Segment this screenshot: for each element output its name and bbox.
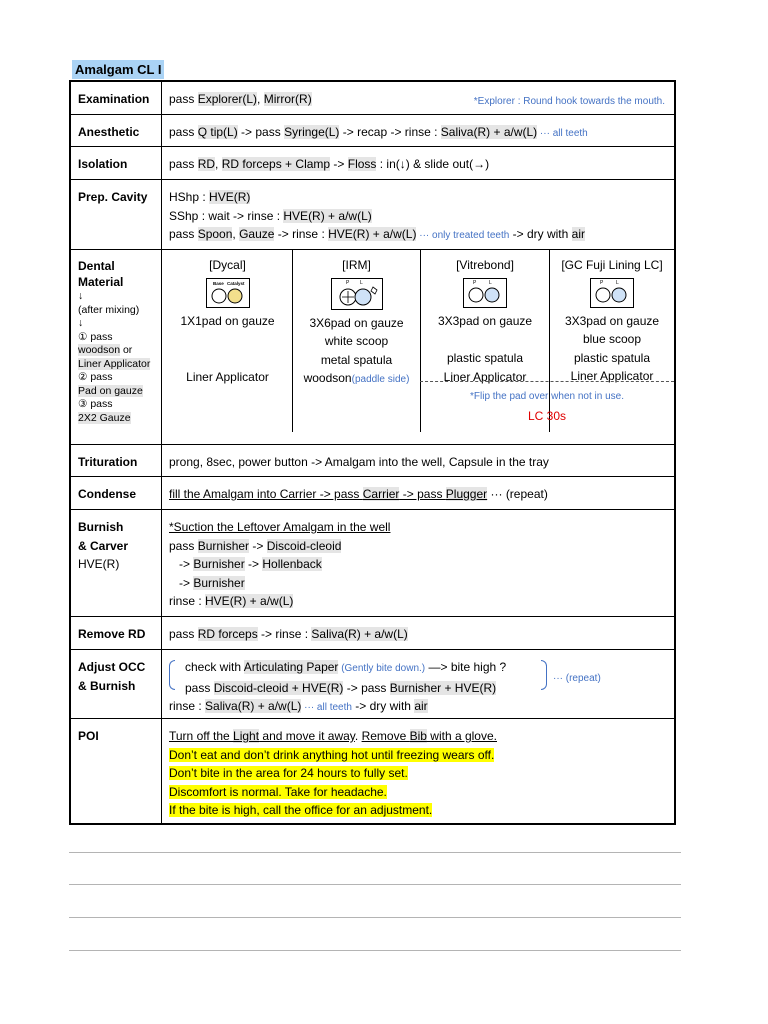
- repeat-note: ··· (repeat): [553, 673, 601, 684]
- row-label-prep-cavity: Prep. Cavity: [71, 180, 162, 249]
- text: ,: [215, 157, 222, 171]
- blank-line-4: [69, 950, 681, 951]
- pad-p-label: P: [473, 279, 477, 286]
- label-dental: Dental: [78, 259, 115, 273]
- instrument-mirror: Mirror(R): [263, 92, 312, 106]
- step-2: ② pass: [78, 371, 113, 383]
- text: ->: [244, 557, 263, 572]
- suction-note: *Suction the Leftover Amalgam in the well: [169, 520, 391, 534]
- label-adjust-occ: Adjust OCC: [78, 660, 146, 674]
- instrument-rd-forceps: RD forceps: [197, 627, 258, 641]
- row-label-dental-material: [71, 250, 162, 444]
- row-label-anesthetic: Anesthetic: [71, 115, 162, 146]
- air: air: [414, 699, 428, 714]
- row-content-trituration: prong, 8sec, power button -> Amalgam into the well, Capsule in the tray: [169, 455, 549, 469]
- row-label-isolation: Isolation: [71, 147, 162, 179]
- saliva-aw: Saliva(R) + a/w(L): [205, 699, 302, 714]
- poi-line-3: [169, 764, 674, 783]
- burnish-line-3: [169, 555, 674, 574]
- prep-line-2: [169, 207, 674, 226]
- row-anesthetic: [71, 114, 674, 146]
- text: Turn off the: [169, 729, 234, 743]
- text: fill the Amalgam into Carrier -> pass: [169, 487, 363, 501]
- step-1-item-2: [78, 358, 161, 372]
- pad-catalyst-label: Catalyst: [226, 280, 245, 286]
- dental-material-grid: [163, 250, 674, 444]
- text: ->: [169, 557, 194, 572]
- down-arrow-icon: ↓: [78, 317, 84, 329]
- flip-pad-note: *Flip the pad over when not in use.: [470, 391, 624, 402]
- row-label-trituration: Trituration: [71, 445, 162, 476]
- text: pass: [169, 125, 198, 139]
- material-dycal: [163, 250, 293, 432]
- step-3: ③ pass: [78, 398, 113, 410]
- material-tool: Liner Applicator: [443, 369, 527, 384]
- step-1: ① pass: [78, 330, 113, 343]
- instrument-carrier: Carrier: [362, 487, 400, 501]
- text: ··· (repeat): [487, 487, 548, 501]
- text: -> pass: [237, 125, 285, 139]
- instrument-gauze: Gauze: [239, 227, 275, 242]
- articulating-paper: Articulating Paper: [243, 660, 339, 674]
- turn-off-light: [169, 729, 355, 743]
- prep-line-1: [169, 188, 674, 207]
- row-content-burnish-carver: [163, 510, 674, 616]
- instrument-syringe: Syringe(L): [284, 125, 340, 139]
- text: pass: [169, 538, 198, 553]
- liner-applicator: Liner Applicator: [78, 357, 151, 370]
- anesthetic-note: ··· all teeth: [537, 128, 588, 139]
- row-label-burnish-carver: [71, 510, 162, 616]
- material-scoop: blue scoop: [582, 332, 642, 347]
- burnish-line-2: [169, 537, 674, 556]
- light-cure-time: LC 30s: [527, 408, 567, 423]
- pad-l-label: L: [489, 279, 492, 286]
- mixing-pad-icon: [331, 278, 383, 310]
- instrument-plugger: Plugger: [445, 487, 488, 501]
- row-isolation: [71, 146, 674, 179]
- tool-note: (paddle side): [351, 374, 410, 386]
- row-content-remove-rd: [163, 617, 674, 649]
- instrument-rd: RD: [197, 157, 216, 171]
- text: and move it away: [259, 729, 355, 743]
- right-brace: [541, 660, 547, 690]
- hve-aw: HVE(R) + a/w(L): [283, 208, 372, 223]
- instrument-explorer: Explorer(L): [197, 92, 258, 106]
- text: -> rinse :: [274, 227, 329, 242]
- step-1-item: [78, 344, 161, 358]
- label-carver: & Carver: [78, 538, 129, 553]
- discoid-cleoid-hve: Discoid-cleoid + HVE(R): [213, 680, 344, 695]
- text: Remove: [361, 729, 410, 743]
- row-label-remove-rd: Remove RD: [71, 617, 162, 649]
- material-pad: 3X3pad on gauze: [564, 313, 660, 328]
- bite-note: (Gently bite down.): [338, 663, 426, 674]
- row-adjust-occ: [71, 649, 674, 718]
- instrument-floss: Floss: [347, 157, 377, 171]
- material-pad: 1X1pad on gauze: [180, 313, 275, 328]
- pad-l-label: L: [616, 279, 619, 286]
- text: with a glove.: [426, 729, 497, 743]
- text: -> pass: [343, 680, 390, 695]
- condense-step: [169, 487, 487, 501]
- hve-aw: HVE(R) + a/w(L): [205, 594, 294, 609]
- instrument-burnisher: Burnisher: [193, 575, 245, 590]
- poi-line-5: [169, 801, 674, 820]
- air: air: [571, 227, 585, 242]
- adjust-line-3: [169, 697, 674, 718]
- row-content-anesthetic: [163, 115, 674, 146]
- label-hve: HVE(R): [78, 557, 120, 572]
- material-tool: Liner Applicator: [570, 369, 654, 384]
- blank-line-2: [69, 884, 681, 885]
- text: pass: [185, 680, 214, 695]
- bib: Bib: [409, 729, 427, 743]
- pad-l-label: L: [359, 279, 363, 286]
- row-content-isolation: [163, 147, 674, 179]
- prep-note: ··· only treated teeth: [416, 230, 510, 242]
- poi-line-1: [169, 727, 674, 746]
- blank-line-3: [69, 917, 681, 918]
- mixing-pad-icon: [590, 278, 634, 308]
- burnish-line-4: [169, 574, 674, 593]
- row-content-poi: [163, 719, 674, 825]
- text: -> pass: [399, 487, 446, 501]
- row-remove-rd: [71, 616, 674, 649]
- text: ,: [232, 227, 240, 242]
- text: .: [354, 729, 362, 743]
- text: pass: [169, 227, 198, 242]
- text: ->: [169, 575, 194, 590]
- material-name: [IRM]: [342, 258, 371, 272]
- material-name: [Dycal]: [209, 258, 246, 272]
- text: rinse :: [169, 594, 206, 609]
- material-irm: [293, 250, 421, 432]
- down-arrow-icon: ↓: [78, 290, 84, 302]
- text: HShp :: [169, 190, 210, 204]
- light: Light: [233, 729, 260, 743]
- instrument-rd-forceps: RD forceps + Clamp: [221, 157, 331, 171]
- instruction-bite-high: If the bite is high, call the office for an adjustment.: [169, 803, 433, 818]
- material-name: [Vitrebond]: [456, 258, 514, 272]
- text: -> dry with: [351, 699, 415, 714]
- material-spatula: plastic spatula: [573, 350, 651, 365]
- text: pass: [169, 157, 198, 171]
- all-teeth-note: ··· all teeth: [301, 702, 352, 714]
- row-content-prep-cavity: [163, 180, 674, 249]
- remove-bib: [362, 729, 497, 743]
- label-burnish: Burnish: [78, 520, 124, 534]
- row-label-adjust-occ: [71, 650, 162, 718]
- material-tool: Liner Applicator: [186, 370, 269, 385]
- step-2-item: [78, 385, 161, 399]
- instrument-qtip: Q tip(L): [197, 125, 238, 139]
- pad-p-label: P: [600, 279, 604, 286]
- text: -> dry with: [509, 227, 572, 242]
- instruction-discomfort: Discomfort is normal. Take for headache.: [169, 784, 387, 799]
- material-tool: [293, 369, 420, 390]
- row-condense: [71, 476, 674, 509]
- row-content-examination: [163, 82, 674, 114]
- burnisher-hve: Burnisher + HVE(R): [389, 680, 497, 695]
- row-burnish-carver: [71, 509, 674, 616]
- instrument-burnisher: Burnisher: [197, 538, 250, 553]
- woodson: woodson: [78, 344, 121, 356]
- row-content-condense: [163, 477, 674, 509]
- row-label-poi: POI: [71, 719, 162, 825]
- material-name: [GC Fuji Lining LC]: [561, 258, 663, 272]
- row-dental-material: [71, 249, 674, 444]
- saliva-aw: Saliva(R) + a/w(L): [440, 125, 538, 139]
- label-burnish: & Burnish: [78, 678, 136, 693]
- text: pass: [169, 92, 198, 106]
- examination-note: *Explorer : Round hook towards the mouth.: [473, 96, 665, 107]
- burnish-line-5: [169, 592, 674, 611]
- material-pad: 3X3pad on gauze: [437, 313, 533, 328]
- step-3-item: [78, 412, 161, 426]
- saliva-aw: Saliva(R) + a/w(L): [311, 627, 408, 641]
- row-prep-cavity: [71, 179, 674, 249]
- row-poi: [71, 718, 674, 825]
- row-examination: [71, 82, 674, 114]
- text: or: [120, 344, 133, 356]
- mixing-pad-icon: [463, 278, 507, 308]
- hve-aw: HVE(R) + a/w(L): [328, 227, 417, 242]
- flip-pad-note-area: [420, 381, 674, 432]
- text: : in(↓) & slide out(→): [376, 157, 490, 171]
- material-spatula: metal spatula: [320, 352, 393, 367]
- text: —> bite high ?: [425, 660, 507, 674]
- instruction-freezing: Don’t eat and don’t drink anything hot until freezing wears off.: [169, 747, 495, 762]
- instrument-burnisher: Burnisher: [193, 557, 245, 572]
- instrument-discoid-cleoid: Discoid-cleoid: [266, 538, 342, 553]
- text: -> rinse :: [257, 627, 312, 641]
- poi-line-4: [169, 783, 674, 802]
- material-spatula: plastic spatula: [446, 351, 524, 366]
- left-brace: [169, 660, 175, 690]
- row-label-condense: Condense: [71, 477, 162, 509]
- text: rinse :: [169, 699, 206, 714]
- text: ->: [249, 538, 267, 553]
- document-title: Amalgam CL I: [72, 60, 164, 79]
- tool-name: woodson: [303, 371, 352, 386]
- material-scoop: white scoop: [324, 334, 389, 349]
- text: ->: [330, 157, 348, 171]
- text: check with: [185, 660, 244, 674]
- instruction-no-bite: Don’t bite in the area for 24 hours to fully set.: [169, 766, 408, 781]
- text: ,: [257, 92, 264, 106]
- row-trituration: [71, 444, 674, 476]
- blank-line-1: [69, 852, 681, 853]
- material-pad: 3X6pad on gauze: [309, 315, 404, 330]
- pad-on-gauze: Pad on gauze: [78, 384, 143, 397]
- hve: HVE(R): [209, 190, 251, 204]
- procedure-table: [69, 80, 676, 825]
- mixing-pad-icon: [206, 278, 250, 308]
- text: SShp : wait -> rinse :: [169, 208, 284, 223]
- label-material: Material: [78, 275, 124, 289]
- prep-line-3: [169, 225, 674, 246]
- text: pass: [169, 627, 198, 641]
- instrument-hollenback: Hollenback: [262, 557, 322, 572]
- instrument-spoon: Spoon: [197, 227, 233, 242]
- pad-p-label: P: [345, 279, 349, 286]
- row-label-examination: Examination: [71, 82, 162, 114]
- poi-line-2: [169, 746, 674, 765]
- after-mixing: (after mixing): [78, 303, 140, 316]
- row-content-adjust-occ: [163, 650, 674, 718]
- pad-base-label: Base: [212, 280, 224, 286]
- text: -> recap -> rinse :: [339, 125, 441, 139]
- gauze-2x2: 2X2 Gauze: [78, 411, 131, 424]
